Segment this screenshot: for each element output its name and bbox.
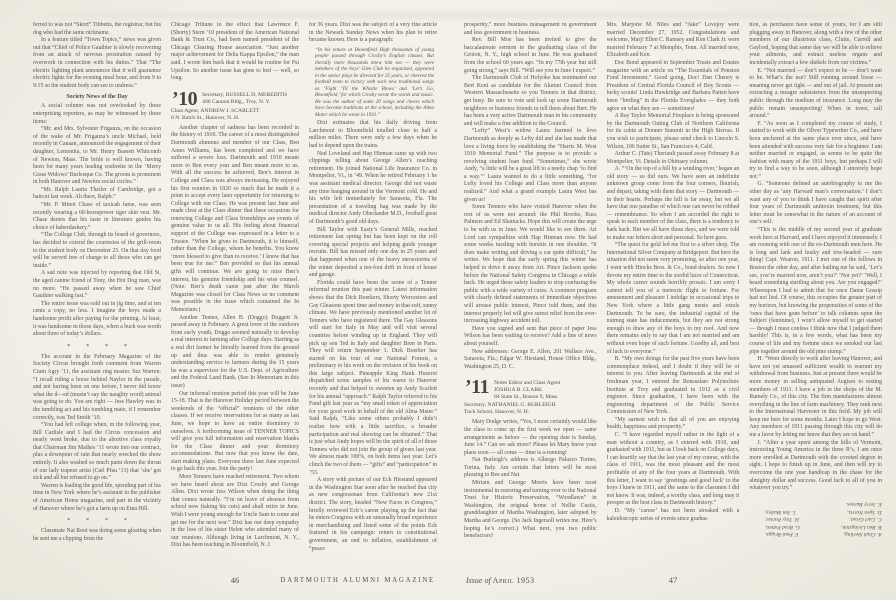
page-47 xyxy=(464,22,882,589)
stars-separator: * * * * xyxy=(67,342,134,350)
officer-line: Secretary, NATHANIEL G. BURLEIGH xyxy=(464,402,556,409)
paragraph: Mary Dodge writes, “Yes, I most certainly would like the class to come up the first week we open — same arrangements as before — the opening date is Sunday, June 14.” Can we ask more? Please let Mary know your plans soon — all come — time is a-running! xyxy=(464,419,597,456)
paragraph: Rev. Bill Moe has been invited to give the baccalaureate sermon to the graduating class of the Groton, N. Y., high school in June. He was graduated from the school 60 years ago. “In my 77th year but still going strong,” says Bill. “Will see you in June I expect.” xyxy=(464,37,597,74)
page-47-footer xyxy=(464,575,882,589)
class-heading-top xyxy=(464,378,597,401)
magazine-name: DARTMOUTH ALUMNI MAGAZINE xyxy=(280,577,435,584)
officer-line: Tuck School, Hanover, N. H. xyxy=(464,409,530,416)
paragraph: The account in the February Magazine of the Society Circus brought forth comment from Warren Cram Agry ’11, the assistant ring master. Sez Warren: “I recall riding a horse behind Naylor in the parade, and not having been on one before, I never did know what the d—ed (mustn’t say the naughty word) animal was going to do. You are right — Jess Hawley was in the tumbling act and his tumbling mate, if I remember correctly, was Ted Smith ’10. xyxy=(33,353,161,421)
officer-line: JOSHUA B. CLARK xyxy=(494,387,543,394)
paragraph: for 36 years. Dixi was the subject of a very fine article in the Newark Sunday News when his plan to retire became known. Here is a paragraph: xyxy=(309,22,437,44)
answer-item: I. Jim Malley, xyxy=(765,508,796,515)
paragraph: G. “Someone defined an autobiography to me the other day as ‘any Harvard man’s conversation.’ I don’t want any of you to think I have caught that spirit after four years of Dartmouth antitoxin treatment, but this letter must be somewhat in the nature of an account of one’s self. xyxy=(749,181,882,226)
answer-item: H. Troy Parker, xyxy=(765,516,800,523)
page-number-left: 46 xyxy=(230,575,240,585)
paragraph: More Tenners have reached retirement. Two whom we have heard about are Dixi Crosby and George Allen. Dixi wrote Jess Wilson when doing the thing that comes naturally. “I’m on leave of absence from school now (taking his cuts) and shall retire in June. Wish I were young enough for Uncle Sam to come and get me for the next war.” Dixi has our deep sympathy in the loss of his sister Helen who attended many of our reunions. Although living in Larchmont, N. Y., Dixi has been teaching in Bloomfield, N. J. xyxy=(171,474,299,549)
class-officers xyxy=(202,90,287,106)
column-5 xyxy=(607,22,740,566)
answer-item: A. Chub Sterling, xyxy=(843,530,882,537)
page-47-columns xyxy=(464,22,882,566)
paragraph: Doc Bond appeared in September Trusts and Estates magazine with an article on “The Essentials of Pension Fund Investment.” Good going, Doc! Dan Cheney is President of Central Florida Council of Boy Scouts — lucky scouts! Linda Hawkridge and Barbara Patten have been “birding” in the Florida Everglades — they both agree on what they see — sometimes! xyxy=(606,59,740,112)
officer-line: 8 N. Balch St., Hanover, N. H. xyxy=(171,114,240,121)
paragraph: Classmate Nat Root was doing some gloating when he sent me a clipping from the xyxy=(33,528,161,542)
class-officers xyxy=(494,378,560,401)
answer-row xyxy=(765,515,882,522)
paragraph: “You had left college when, in the following year, Bill Carlisle and I had the Circus concession and nearly went broke, due to the abortive class royalty that Chairman Jim Mathes ’11 wrote into our contract, plus a downpour of rain that nearly wrecked the show entirely. It also washed so much paint down the throat of our lady trapeze artist (Carl Pfau ’13) that ‘she’ got sick and all but refused to go on.” xyxy=(33,422,161,482)
page-46 xyxy=(33,22,437,589)
paragraph: Another Tenner, Allen B. (Doggo) Doggett Jr. passed away in February. A great lover of the outdoors from early youth, Doggo seemed naturally to develop a real interest in farming after College days. Starting as a real dirt farmer he literally learned from the ground up and thus was able to render genuinely understanding service to farmers during the 15 years he was a supervisor for the U.S. Dept. of Agriculture and the Federal Land Bank. (See In Memoriam in this issue) xyxy=(171,314,299,389)
paragraph: Dixi estimates that his daily driving from Larchmont to Bloomfield totalled close to half a million miles. There were only a few days when he had to depend upon the trains. xyxy=(309,120,437,150)
page-46-footer xyxy=(33,575,437,589)
answer-item: D. Spen Norris, xyxy=(847,508,882,515)
officer-line: Class Agent, ANDREW J. SCARLETT xyxy=(171,107,260,114)
class-heading-1910 xyxy=(171,87,299,122)
paragraph: “Mr. Ralph Lauria Theiler of Cambridge, got a haircut last week. Ah there, Ralph.” xyxy=(33,186,161,201)
class-heading-1911 xyxy=(464,378,597,416)
officer-line: 406 Cannon Bldg., Troy, N. Y. xyxy=(202,98,271,105)
column-4 xyxy=(464,22,597,566)
paragraph: D. “My ‘career’ has not been streaked with a kaleidoscopic series of events since gradua- xyxy=(606,508,740,522)
answer-row xyxy=(765,507,882,514)
paragraph: Ned Loveland and Hap Hinman came up with two clippings telling about George Allen’s reaching retirement. He joined National Life Insurance Co. in Montpelier, Vt., in ’49. When he retired February 1 he was assistant medical director. George did not waste any time hanging around in the Vermont cold. He and his wife left immediately for Sarasota, Fla. The presentation of a traveling bag was made by the medical director Andy Oberlander M.D., football great of Dartmouth’s good old days. xyxy=(309,150,437,225)
answer-row xyxy=(765,500,882,507)
paragraph: “The quest for gold led me first to a silver shop, The International Silver Company at Bridgeport. But here the situation did not seem very promising, so after one year, I went with Hincks Bros. & Co., bond dealers. So now I devote my entire time to the sordid lucre of Connecticut. My whole career sounds horribly prosaic. I am sorry I cannot tell you of a meteoric flight to fortune. For amusement and pleasure I indulge in occasional trips to New York where a little gang meets and extols Dartmouth. To be sure, the industrial capital of the nutmeg state has inducements, but they are not strong enough to draw any of the boys to my roof. And now there remains only to say that I am not married and am without even hope of such fortune. Goodby all, and best of luck to everyone.” xyxy=(606,242,740,355)
paragraph: Chicago Tribune to the effect that Lawrence F. (Shorty) Stern ’10 president of the American National Bank & Trust Co., had been named president of the Chicago Clearing House association. “Just another major achievement for Delta Kappa Epsilon,” the man said. I wrote him back that it would be routine for Psi Upsilon. So another issue has gone to bed — well, so long. xyxy=(171,22,299,82)
paragraph: A story with picture of our Eck Hiestand appeared in the Washington Star soon after he reached that city as new congressman from California’s new 21st district. The story, headed “New Faces in Congress,” briefly reviewed Eck’s career playing up the fact that he enters Congress with an unusually broad experience in merchandising and listed some of the points Eck featured in his campaign: return to constitutional government, an end to inflation, establishment of “peace xyxy=(309,477,437,552)
stars-separator: * * * * xyxy=(67,517,134,525)
paragraph: B. “My own doings for the past five years have been commonplace indeed, and I doubt if they will be of interest to you. After leaving Dartmouth at the end of freshman year, I entered the Rensselaer Polytechnic Institute at Troy and graduated in 1912 as a civil engineer. Since graduation, I have been with the engineering department of the Public Service Commission of New York. xyxy=(606,356,740,416)
section-subhead: Society News of the Day xyxy=(66,94,128,101)
paragraph: Florida could have been the scene of a Tenner informal reunion this past winter. Latest information shows that the Dick Boerkers, Shorty Worcesters and Gay Gleasons spent time and money in that soft, sunny climate. We have previously mentioned another lot of Tenners who have registered there. The Gay Gleasons will start for Italy in May and will visit several countries before winding up in England. They will pick up son Ted in Italy and daughter Bren in Paris. They will return September 1. Dick Boerker has started on his tour of our National Forests, a preliminary to his work on the revision of his book on this large subject. Pineapple King Hank Huserot dispatched some samples of his wares to Hanover recently and that helped to sweeten up Andy Scarlett for his annual “approach.” Ralph Taylor referred to his Fund gift last year as “my small token of appreciation for your good work in behalf of the old Alma Mater.” Said Ralph, “Like some others probably I didn’t realize how with a little sacrifice, a broader participation and real showing can be obtained.” That is just what Andy hopes will be the spirit of all of those Tenners who did not join the group of givers last year. We almost made 100%, on both items last year. Let’s clinch the two of them — “gifts” and “participation” in ’53. xyxy=(309,279,437,476)
paragraph: The Dartmouth Club of Holyoke has nominated our Bert Kent as candidate for the Alumni Council from Western Massachusetts so you Tenners in that district, get busy. Be sure to vote and look up some Dartmouth neighbors or business friends to tell them about Bert. He has been a very active Dartmouth man in his community and will make a fine addition to the Council. xyxy=(464,75,597,127)
paragraph: “My earnest wish is that all of you are enjoying health, happiness and prosperity.” xyxy=(606,416,740,431)
paragraph: “Lefty” West’s widow Laura learned to love Dartmouth as deeply as Lefty did and she has made that love a living force by establishing the “Harris M. West 1910 Memorial Fund.” The purpose is to provide a revolving student loan fund. “Sometimes,” she wrote Andy, “a little will be a great lift to a needy chap ‘to find a way.’” Laura wanted to do a little something, “for Lefty loved his College and Class more than anyone realized.” And what a grand example Laura West has given us! xyxy=(464,128,597,203)
paragraph: New addresses: George E. Allen, 201 Wallace Ave., Sarasota, Fla.; Edgar W. Hiestand, House Office Bldg., Washington 25, D. C. xyxy=(464,348,597,370)
officer-line: Notes Editor and Class Agent xyxy=(494,380,561,387)
scan-smudge xyxy=(40,13,860,18)
paragraph: “This is the middle of my second year of graduate work here at Harvard, and I have enjoyed it immensely. I am rooming with one of the ex-Dartmouth men here. He is long and lank and husky and tow-headed — sure thing! Capt. Wearon, 1911. I met one of the fellows in Boston the other day, and after hailing me he said, ‘Let’s see, you’re married now, aren’t you?’ ‘Not yet?’ ‘Well, I heard something startling about you. Are you engaged?’ Whereupon I had to admit that for once Dame Gossip had not lied. Of course, this occupies the greater part of my horizon, but knowing the propensities of some of the ‘ones that have gone before’ to talk columns upon the Subject (feminine), I won’t allow myself to get started — though I must confess I think now that I judged them harshly! This is, in a few words, what has been my course of life and my fortune since we smoked our last pipe together around the old pine stump.” xyxy=(749,227,882,355)
column-2 xyxy=(171,22,299,566)
quoted-excerpt: “In his tenure at Bloomfield High thousands of young people passed through Crosby’s English classes. But literally more thousands knew him too — they were members of the boys’ Glee Club he organized, appeared in the senior plays he directed for 25 years, or cheered the football team to victory with such new traditional songs as ‘Fight ’Til the Whistle Blows’ and ‘Let’s Go, Bloomfield,’ for which Crosby wrote the words and music. He was the author of some 20 songs and cheers which have become traditions at the school, including the Alma Mater which he wrote in 1931.” xyxy=(315,46,435,118)
paragraph: Mrs. Marjorie M. Niles and “Jake” Lovejoy were married December 27, 1952. Congratulations and welcome, Marj! Ellen C. Ramsey and Ken Clark Jr. were married February 7 at Memphis, Tenn. All married now, Elizabeth and Ken. xyxy=(606,22,740,59)
issue-prefix: Issue of xyxy=(466,576,491,585)
column-6 xyxy=(749,22,882,566)
paragraph: Our informal reunion period this year will be June 15-18. That is the Hanover Holiday period between the weekends of the “official” reunions of the other classes. If we receive reservations for as many as last June, we hope to have an entire dormitory to ourselves. A forthcoming issue of TENNER TOPICS will give you full information and reservation blanks for the Class dinner and your dormitory accommodations. But now that you know the date, start making plans. Everyone there last June expected to go back this year. Join the party! xyxy=(171,390,299,473)
paragraph: The entire issue was sold out in jig time, and at ten cents a copy, no less. I imagine the boys made a handsome profit after paying for the printing. At least, it was handsome in those days, when a buck was worth about three of today’s dollars. xyxy=(33,300,161,338)
answer-item: C. Carl Grout, xyxy=(849,516,882,523)
paragraph: A Ray Taylor Memorial Fireplace is being sponsored by the Dartmouth Outing Club of Northern California for its cabin at Donner Summit in the High Sierras. If you wish to participate, please send check to Lincoln S. Wilson, 106 Sutter St., San Francisco 4, Calif. xyxy=(606,113,740,150)
paragraph: Warren is leading the good life, spending part of his time in New York where he’s assistant to the publisher of American Home magazine, and part in the vicinity of Hanover where he’s got a farm up on Etna Hill. xyxy=(33,482,161,512)
paragraph: Nat Burleigh’s address is Albergo Palazzo Torino, Torina, Italy. Am certain that letters will be most pleasing to Bee and Nat. xyxy=(464,457,597,479)
page-46-columns xyxy=(33,22,437,566)
page-number-right: 47 xyxy=(668,575,678,585)
paragraph: prosperity,” more business management in government and less government in business. xyxy=(464,22,597,36)
answer-item: G. Brad Patten, xyxy=(765,523,801,530)
paragraph: C. “I have regarded myself rather in the light of a man without a country, as I entered with 1910, and graduated with 1911, but as I look back on College days, I can heartily say that the last year of my course, with the class of 1911, was the most pleasant and the most profitable of any of the four years at Dartmouth. With this letter, I want to say ‘greetings and good luck’ to the boys I knew in 1911, and the same to the classmen I did not know. It was, indeed, a worthy class, and long may it prosper as the best class in Dartmouth history.” xyxy=(606,432,740,507)
paragraph: J. “After a year spent among the hills of Vermont, instructing Young America in the three R’s, I am once more enrolled at Dartmouth with the coveted degree in sight. I hope to finish up in June, and then will try to overcome the one year handicap in the chase for the almighty dollar and success. Good luck to all of you in whatever you try.” xyxy=(749,439,882,492)
paragraph: F. “As soon as I completed my course of study, I started to work with the Oliver Typewriter Co., and have been anchored at the same place ever since, and have been attended with success very fair for a beginner. I am neither married or engaged, as seems to be quite the fashion with many of the 1911 boys, but perhaps I will try to find a way to be soon, although I sincerely hope not.” xyxy=(749,120,882,180)
paragraph: A sad note was injected by reporting that Old Si, the aged canine friend of Tony, the Hot Dog man, was no more. “He passed away when he saw Chief Gauthier walking fast.” xyxy=(33,270,161,300)
officer-line: Secretary, RUSSELL D. MEREDITH xyxy=(202,91,287,98)
paragraph: Some Tenners who have visited Hanover when the rest of us were not around: the Phil Brooks, Russ Palmers and Ed Shattucks. Hope this will create the urge to be with us in June. We would like to see them. Art Lord can sympathize with Hap Hinman now. He had some weeks tussling with bursitis in one shoulder. “It does make writing and driving a car quite difficult,” he writes. We hope that the early spring this winter has helped to drive it away from Art. Pinco Jackson spoke before the National Safety Congress in Chicago a while back. He urged these safety leaders to stop confusing the public with a wide variety of cures. A common program with clearly defined statements of immediate objectives will arouse public interest, Pinco told them, and this interest properly led will give surest relief from the ever-increasing highway accident toll. xyxy=(464,204,597,325)
paragraph: Have you signed and sent that piece of paper Jess Wilson has been waiting to receive? Add a line of news about yourself. xyxy=(464,325,597,347)
answer-row xyxy=(765,529,882,536)
answer-item: B. Ben Livingston, xyxy=(841,523,882,530)
paragraph: Miriam and George Morris have been most instrumental in restoring and turning over to the National Trust for Historic Preservation, “Woodlawn” in Washington, the original home of Nellie Custis, granddaughter of Martha Washington, later adopted by Martha and George. (So Jack Ingersoll writes me. Here’s hoping he’s correct.) What next, you two public benefactors? xyxy=(464,480,597,540)
paragraph: E. “Not married — don’t expect to be — don’t want to be. What’s the use? Still running around loose — meaning never get tight — and out of jail. At present am extracting a meagre subsistence from the unsuspecting public through the medium of insurance. Long may the public remain unsuspecting! When in town, call around.” xyxy=(749,67,882,120)
column-1 xyxy=(33,22,161,566)
issue-date: April 1953 xyxy=(492,576,535,585)
answer-row xyxy=(765,522,882,529)
paragraph: tion, as perchance have some of yours, for I am still plugging away in Hanover, along with a few of the other members of our illustrious class, Clutie, Carroll and Gaylord, hoping that some day we will be able to relieve your ailments, and extract useless organs and incidentally extract a few shekels from our victims.” xyxy=(749,22,882,66)
answer-item: E. Jerry Barnes. xyxy=(845,501,882,508)
answer-item: F. Paul Briggs. xyxy=(765,530,799,537)
paragraph: In a feature titled “Town Topics,” news was given out that “Chief of Police Gauthier is slowly recovering from an attack of nervous prostration caused by overwork in connection with his duties.” That “The electric lighting plant announces that it will guarantee electric lights for the evening meal hour, and from 9 to 9:15 so the student body can see to undress.” xyxy=(33,37,161,89)
paragraph: “The College Club, through its board of governors, has decided to extend the courtesies of the grill-room to the student body on December 25. On that day food will be served free of charge to all those who can get inside.” xyxy=(33,232,161,269)
class-heading-top xyxy=(171,87,299,110)
paragraph: “Mr. and Mrs. Sylvester Friganza, on the occasion of the wake of Mr. Friganza’s uncle Michael, held recently in Canaan, announced the engagement of their daughter, Lemonita, to Mr. Henry Bassett Whitcomb of Newton, Mass. The bride is well known, having been for many years leading soubrette in the ‘Merry Grass Widows’ Burlesque Co. The groom is prominent in both Hanover and Newton social circles.” xyxy=(33,126,161,186)
paragraph: A. “‘On the top of a hill by a winding river,’ began an old story — so did ours. We have seen an indefinite unknown group come from the four corners, flourish, and depart, taking with them that story — Dartmouth — in their hearts. Perhaps the hill is far away, but we all have that one paradise of which one can never be robbed — remembrance. So when I am accorded the right to speak to each member of the class, there is a tendency to hark back. But we all have those days, and we were told to make our letters short and personal. So here goes. xyxy=(606,166,740,241)
class-numeral: ’11 xyxy=(465,376,490,399)
class-officers-below xyxy=(171,108,299,122)
paragraph: ferred to was not “Skort” Tibbetts, the registrar, but his dog who had the same nickname. xyxy=(33,22,161,36)
paragraph: “Mr. P. Minot Chase of taxicab fame, was seen recently wearing a 60-horsepower tiger skin vest. Mr. Chase denies that his taste in literature guides his choice of haberdashery.” xyxy=(33,202,161,231)
paragraph: Bill Taylor with Easty’s General Mills, reached retirement last spring but has been kept on the roll covering special projects and helping guide younger recruits. Bill has missed only one day in 25 years and that happened when one of the heavy snowstorms of the winter deposited a ten-foot drift in front of house and garage. xyxy=(309,226,437,279)
class-officers-below xyxy=(464,402,597,416)
paragraph: Arthur C. (Tate) Theriault passed away February 8 at Montpelier, Vt. Details in Obituary column. xyxy=(606,151,740,165)
column-3 xyxy=(309,22,437,566)
officer-line: 84 State St., Boston 9, Mass. xyxy=(494,394,559,401)
class-numeral: ’10 xyxy=(172,87,198,110)
paragraph: A social column was not overlooked by these enterprising reporters, as may be witnessed by these items: xyxy=(33,103,161,125)
paragraph: Another chapter of sadness has been recorded in the history of 1910. The career of a most distinguished Dartmouth alumnus and member of our Class, Ben Ames Williams, has been completed and we have suffered a severe loss. Dartmouth and 1910 meant more to Ben every year and Ben meant more to us. With all the success he achieved, Ben’s interest in College and Class was always increasing. He enjoyed his first reunion in 1920 so much that he made it a point to accept every later opportunity for returning to College with our Class. He was present last June and made clear at the Class dinner that these occasions for renewing College and Class friendships are events of genuine value to us all. His feeling about financial support of the College was expressed in a letter to a Trustee. “When he gives to Dartmouth, it is himself, rather than the College, whom he benefits. You know ‘more blessed to give than to receive.’ I know that has been true for me.” Ben provided so that his annual gifts will continue. We are going to miss Ben’s interest, his genuine friendship and his wise counsel. (Note: Ben’s death came just after the March Magazine was closed for Class News so no comment was possible in the issue which contained the In Memoriam.) xyxy=(171,124,299,313)
paragraph: H. “Went directly to work after leaving Hanover, and have not yet amassed sufficient wealth to warrant my withdrawal from business. Just at present there would be more money in selling antiquated Aegises to resting members of 1911. I have a job in the shops of the M. Rumely Co., of this city. The firm manufactures almost everything in the line of farm machinery. They rank next to the International Harvester in this field. My job will keep me here for some months. Later I hope to go West. Any members of 1911 passing through this city will do me a favor by letting me know that they are on hand.” xyxy=(749,356,882,439)
answer-key-upside-down xyxy=(765,500,882,537)
